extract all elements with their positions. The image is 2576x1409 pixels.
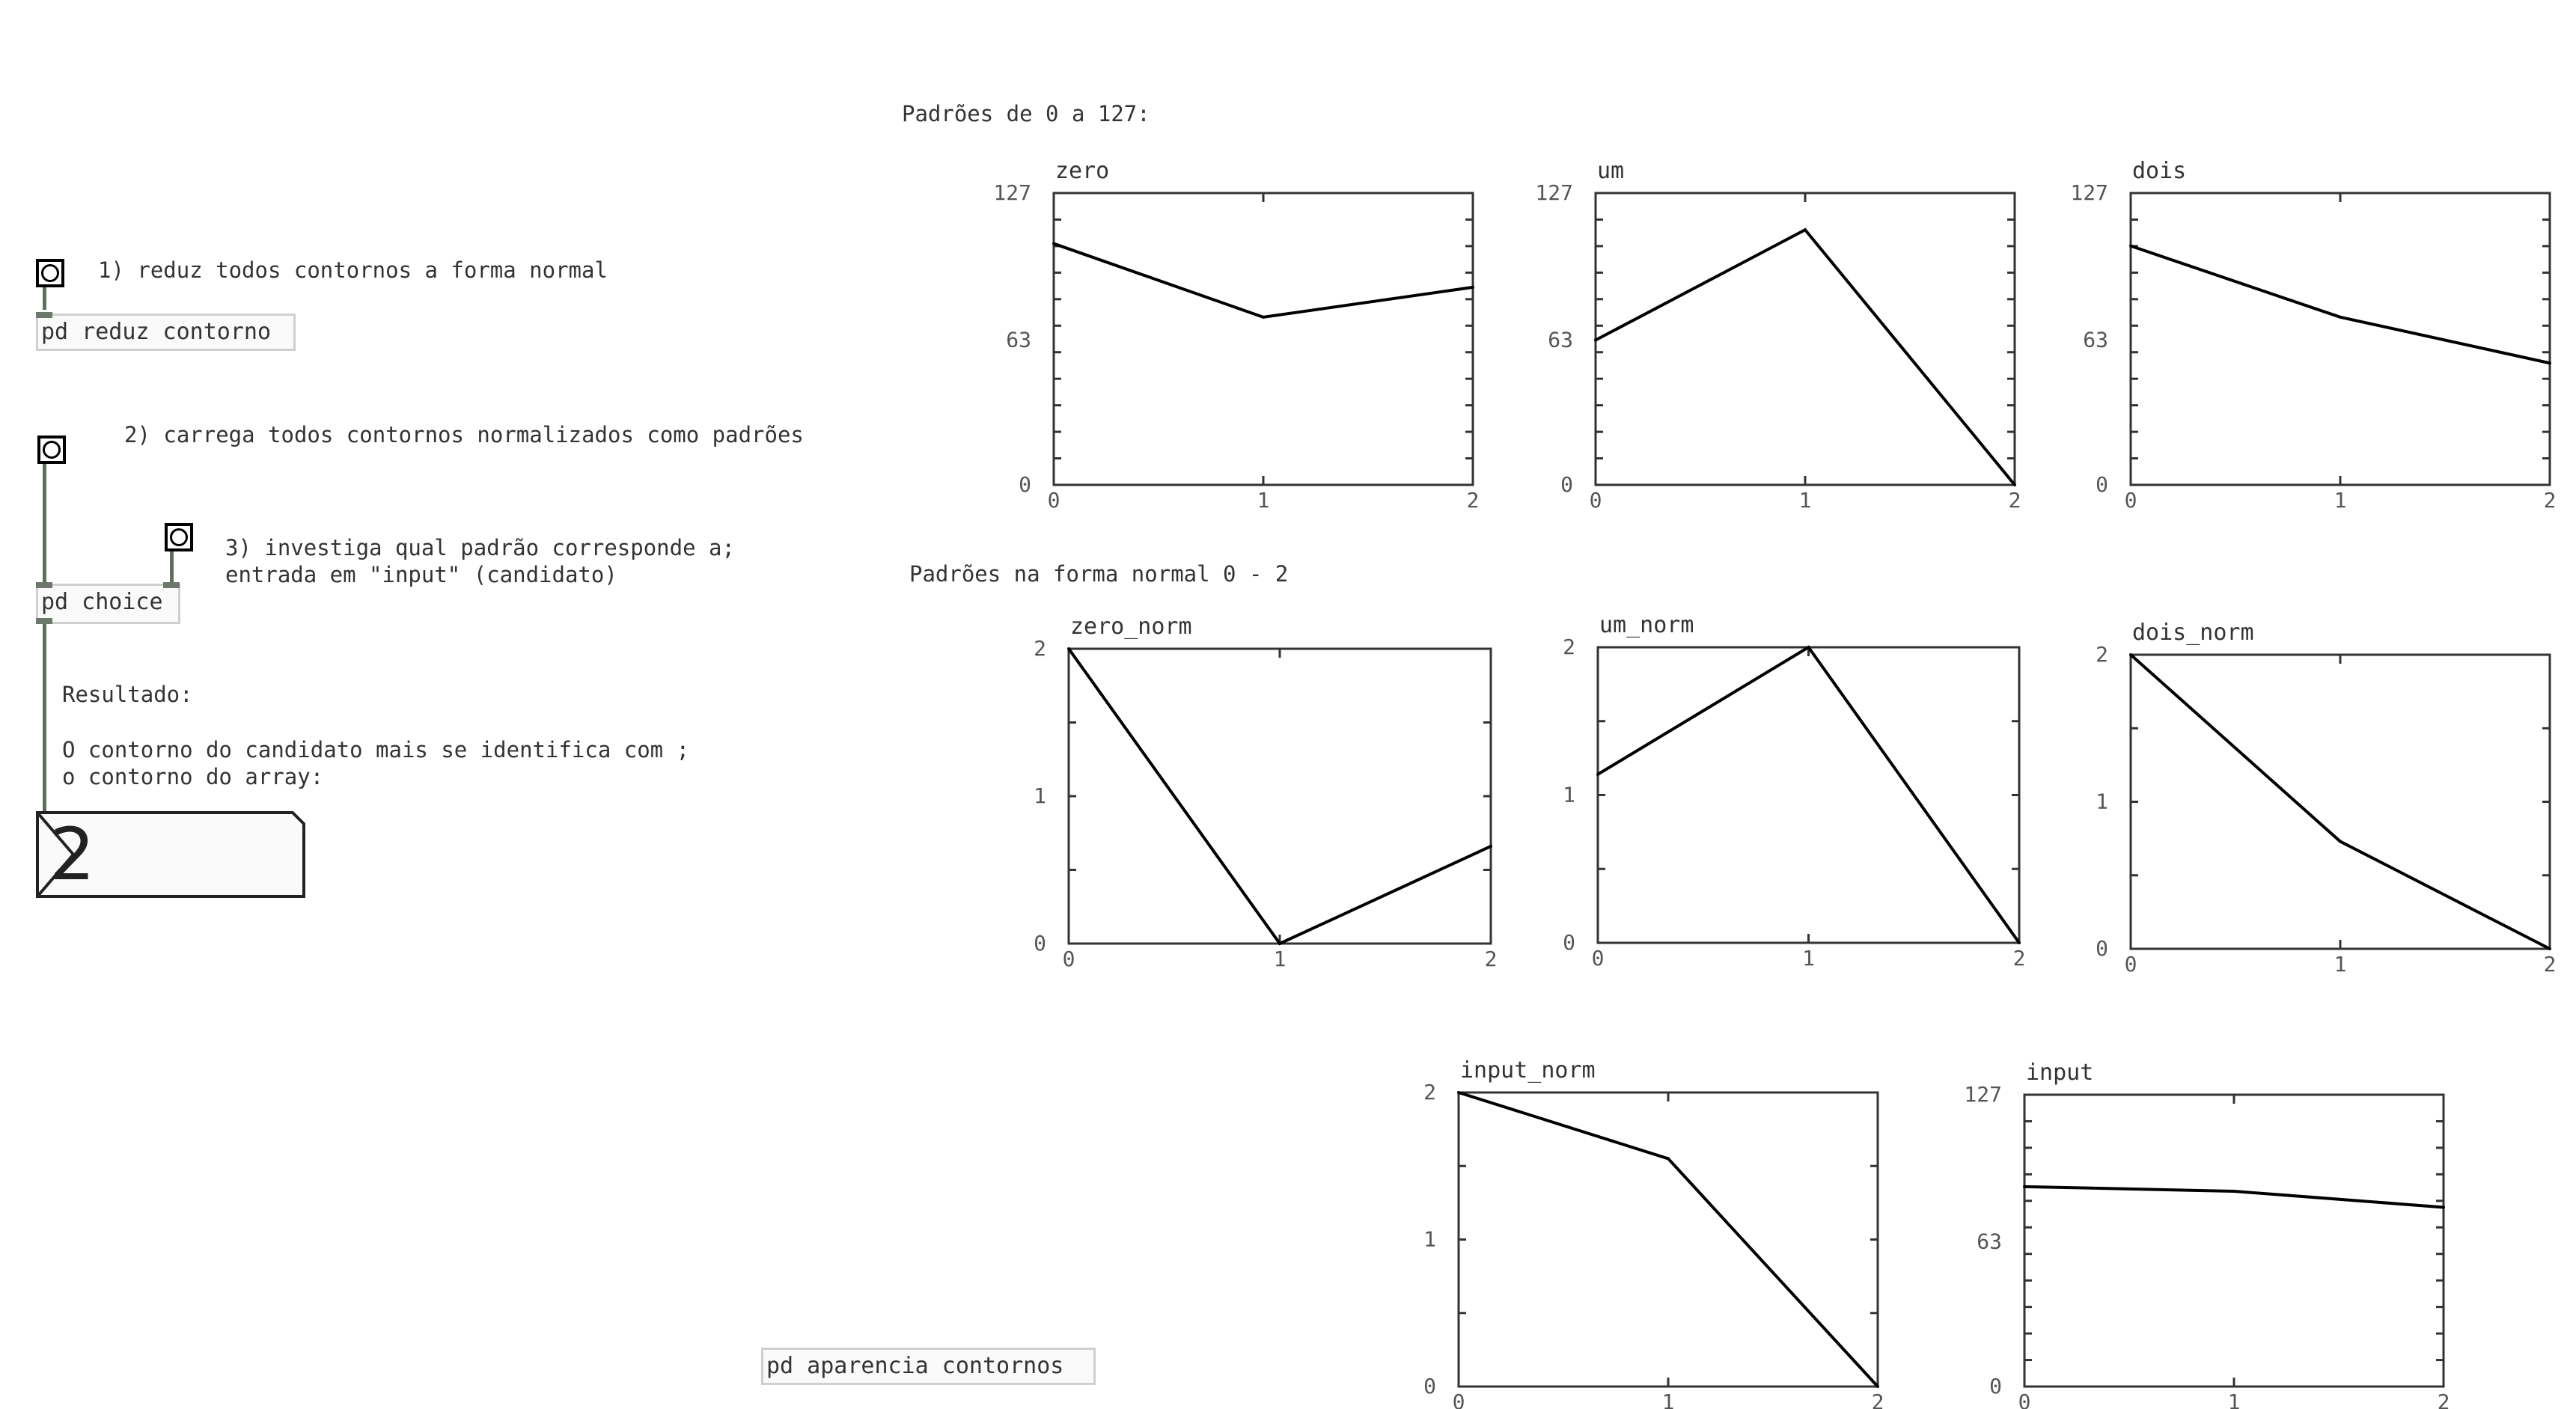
graph-frame-um	[1596, 193, 2015, 485]
x-tick-label-zero-norm: 2	[1484, 947, 1498, 971]
data-point-dois-norm	[2548, 947, 2551, 950]
graph-title-dois: dois	[2132, 158, 2187, 184]
graph-frame-um-norm	[1598, 647, 2019, 943]
x-tick-label-um: 0	[1589, 488, 1602, 513]
x-tick-label-input: 1	[2227, 1390, 2241, 1409]
y-tick-label-zero: 127	[993, 180, 1031, 205]
data-point-zero	[1052, 242, 1055, 245]
y-tick-label-zero-norm: 1	[1034, 783, 1046, 808]
x-tick-label-dois: 0	[2124, 488, 2137, 513]
data-point-input-norm	[1457, 1091, 1460, 1094]
y-tick-label-um-norm: 1	[1563, 782, 1575, 807]
graph-title-um-norm: um_norm	[1599, 612, 1694, 638]
data-point-zero	[1262, 316, 1265, 319]
y-tick-label-input-norm: 2	[1423, 1080, 1436, 1104]
series-line-um	[1596, 230, 2015, 485]
x-tick-label-input-norm: 0	[1452, 1390, 1465, 1409]
data-point-dois	[2548, 361, 2551, 364]
x-tick-label-dois-norm: 0	[2124, 952, 2137, 976]
step2-comment: 2) carrega todos contornos normalizados como padrões	[124, 422, 804, 447]
y-tick-label-dois: 63	[2083, 327, 2108, 352]
step3-comment-line2: entrada em "input" (candidato)	[225, 562, 617, 587]
y-tick-label-input: 63	[1977, 1229, 2002, 1254]
series-line-input-norm	[1459, 1092, 1878, 1387]
y-tick-label-um: 63	[1548, 327, 1573, 352]
graph-title-input-norm: input_norm	[1460, 1057, 1596, 1084]
result-number-value: 2	[49, 813, 96, 896]
y-tick-label-zero-norm: 2	[1034, 636, 1046, 661]
y-tick-label-dois-norm: 0	[2096, 936, 2108, 961]
y-tick-label-um-norm: 2	[1563, 635, 1575, 659]
data-point-input-norm	[1667, 1157, 1670, 1160]
graph-frame-input	[2024, 1095, 2444, 1387]
graph-frame-dois	[2131, 193, 2550, 485]
y-tick-label-dois: 127	[2070, 180, 2108, 205]
pd-aparencia-contornos-object[interactable]: pd aparencia contornos	[761, 1348, 1096, 1385]
data-point-um	[1594, 339, 1597, 342]
series-line-dois	[2131, 246, 2550, 364]
graph-title-input: input	[2026, 1060, 2094, 1086]
series-line-dois-norm	[2131, 655, 2550, 949]
series-line-zero-norm	[1069, 649, 1491, 944]
data-point-dois	[2129, 245, 2132, 248]
y-tick-label-dois-norm: 1	[2096, 789, 2108, 814]
pd-choice-object[interactable]: pd choice	[36, 584, 180, 624]
y-tick-label-zero-norm: 0	[1034, 931, 1046, 956]
x-tick-label-zero-norm: 1	[1273, 947, 1287, 971]
graph-title-zero: zero	[1055, 158, 1110, 184]
data-point-dois-norm	[2129, 653, 2132, 656]
y-tick-label-input-norm: 0	[1423, 1374, 1436, 1399]
x-tick-label-dois: 1	[2334, 488, 2347, 513]
data-point-zero-norm	[1067, 647, 1070, 650]
data-point-input	[2442, 1205, 2445, 1208]
step3-comment-line1: 3) investiga qual padrão corresponde a;	[225, 535, 735, 560]
data-point-um-norm	[2018, 941, 2021, 944]
x-tick-label-input-norm: 1	[1661, 1390, 1675, 1409]
data-point-um	[1804, 228, 1807, 231]
x-tick-label-um: 2	[2008, 488, 2021, 513]
y-tick-label-um: 127	[1535, 180, 1573, 205]
result-line2: o contorno do array:	[62, 764, 324, 789]
x-tick-label-input-norm: 2	[1871, 1390, 1884, 1409]
x-tick-label-um-norm: 1	[1802, 946, 1815, 971]
data-point-input-norm	[1876, 1385, 1879, 1388]
section-raw-label: Padrões de 0 a 127:	[902, 101, 1150, 126]
graph-frame-zero-norm	[1069, 649, 1491, 944]
series-line-um-norm	[1598, 647, 2019, 943]
step1-comment: 1) reduz todos contornos a forma normal	[98, 257, 608, 283]
graph-title-zero-norm: zero_norm	[1070, 614, 1192, 640]
y-tick-label-input-norm: 1	[1423, 1226, 1436, 1252]
x-tick-label-dois-norm: 2	[2543, 952, 2557, 976]
x-tick-label-zero: 1	[1257, 488, 1270, 513]
data-point-input	[2023, 1185, 2026, 1188]
x-tick-label-dois-norm: 1	[2334, 952, 2347, 976]
y-tick-label-um: 0	[1560, 472, 1573, 497]
y-tick-label-input: 127	[1964, 1082, 2002, 1107]
y-tick-label-dois-norm: 2	[2096, 642, 2108, 667]
graph-title-dois-norm: dois_norm	[2132, 620, 2254, 646]
result-line1: O contorno do candidato mais se identifica com ;	[62, 737, 690, 762]
x-tick-label-zero: 0	[1047, 488, 1060, 513]
x-tick-label-um-norm: 0	[1591, 946, 1605, 971]
data-point-dois-norm	[2339, 840, 2342, 843]
data-point-zero	[1471, 286, 1474, 289]
y-tick-label-input: 0	[1989, 1374, 2002, 1399]
data-point-zero-norm	[1489, 845, 1492, 848]
result-label: Resultado:	[62, 682, 193, 707]
x-tick-label-input: 0	[2018, 1390, 2031, 1409]
y-tick-label-dois: 0	[2096, 472, 2108, 497]
x-tick-label-input: 2	[2437, 1390, 2450, 1409]
data-point-um-norm	[1596, 773, 1599, 776]
x-tick-label-zero: 2	[1466, 488, 1480, 513]
data-point-zero-norm	[1278, 942, 1281, 945]
graph-frame-zero	[1054, 193, 1473, 485]
graph-frame-input-norm	[1459, 1092, 1878, 1387]
section-norm-label: Padrões na forma normal 0 - 2	[909, 561, 1289, 587]
data-point-dois	[2339, 316, 2342, 319]
pd-reduz-contorno-object[interactable]: pd reduz contorno	[36, 314, 296, 351]
data-point-um-norm	[1807, 646, 1810, 649]
x-tick-label-um: 1	[1798, 488, 1812, 513]
data-point-um	[2013, 483, 2016, 486]
graph-frame-dois-norm	[2131, 655, 2550, 949]
graph-title-um: um	[1597, 158, 1625, 184]
series-line-zero	[1054, 244, 1473, 317]
x-tick-label-zero-norm: 0	[1062, 947, 1075, 971]
y-tick-label-zero: 0	[1019, 472, 1031, 497]
y-tick-label-um-norm: 0	[1563, 930, 1575, 955]
x-tick-label-dois: 2	[2543, 488, 2557, 513]
x-tick-label-um-norm: 2	[2012, 946, 2026, 971]
y-tick-label-zero: 63	[1006, 327, 1031, 352]
data-point-input	[2232, 1190, 2235, 1193]
